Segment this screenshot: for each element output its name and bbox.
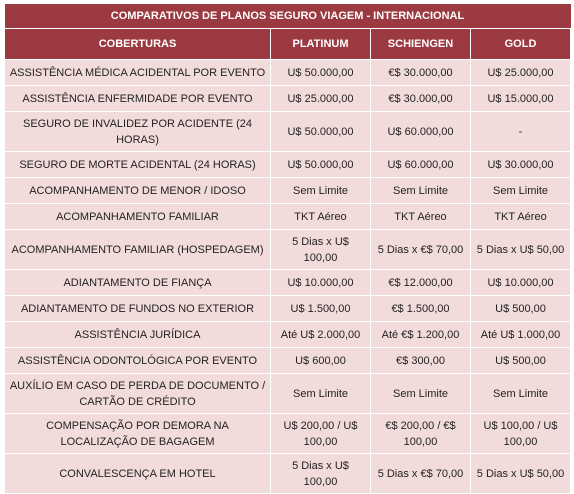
platinum-cell: U$ 50.000,00 [271,152,371,178]
table-row [5,296,571,322]
header-coberturas: COBERTURAS [5,29,271,60]
coverage-cell: SEGURO DE MORTE ACIDENTAL (24 HORAS) [5,152,271,178]
header-platinum: PLATINUM [271,29,371,60]
schiengen-cell: €$ 12.000,00 [371,270,471,296]
table-title: COMPARATIVOS DE PLANOS SEGURO VIAGEM - INTERNACIONAL [5,4,571,29]
gold-cell: Até U$ 1.000,00 [471,322,571,348]
schiengen-cell: Sem Limite [371,374,471,414]
coverage-cell: CONVALESCENÇA EM HOTEL [5,454,271,494]
platinum-cell: U$ 1.500,00 [271,296,371,322]
schiengen-cell: €$ 30.000,00 [371,60,471,86]
schiengen-cell: Até €$ 1.200,00 [371,322,471,348]
platinum-cell: Sem Limite [271,178,371,204]
schiengen-cell: €$ 30.000,00 [371,86,471,112]
coverage-cell: ACOMPANHAMENTO FAMILIAR [5,204,271,230]
header-schiengen: SCHIENGEN [371,29,471,60]
coverage-cell: ASSISTÊNCIA ODONTOLÓGICA POR EVENTO [5,348,271,374]
platinum-cell: U$ 600,00 [271,348,371,374]
table-row [5,112,571,152]
table-header-row [5,29,571,60]
table-row [5,230,571,270]
platinum-cell: U$ 25.000,00 [271,86,371,112]
table-row [5,152,571,178]
table-row [5,204,571,230]
platinum-cell: U$ 200,00 / U$ 100,00 [271,414,371,454]
table-row [5,270,571,296]
schiengen-cell: 5 Dias x €$ 70,00 [371,230,471,270]
platinum-cell: U$ 50.000,00 [271,112,371,152]
gold-cell: U$ 500,00 [471,296,571,322]
table-row [5,374,571,414]
coverage-cell: COMPENSAÇÃO POR DEMORA NA LOCALIZAÇÃO DE BAGAGEM [5,414,271,454]
platinum-cell: 5 Dias x U$ 100,00 [271,454,371,494]
gold-cell: Sem Limite [471,374,571,414]
schiengen-cell: €$ 300,00 [371,348,471,374]
platinum-cell: U$ 10.000,00 [271,270,371,296]
schiengen-cell: U$ 60.000,00 [371,112,471,152]
table-row [5,348,571,374]
gold-cell: U$ 500,00 [471,348,571,374]
coverage-cell: AUXÍLIO EM CASO DE PERDA DE DOCUMENTO / CARTÃO DE CRÉDITO [5,374,271,414]
comparison-table [4,4,571,494]
table-row [5,322,571,348]
gold-cell: U$ 30.000,00 [471,152,571,178]
coverage-cell: ACOMPANHAMENTO FAMILIAR (HOSPEDAGEM) [5,230,271,270]
schiengen-cell: Sem Limite [371,178,471,204]
table-row [5,414,571,454]
coverage-cell: ASSISTÊNCIA ENFERMIDADE POR EVENTO [5,86,271,112]
header-gold: GOLD [471,29,571,60]
comparison-table-container [4,4,570,494]
gold-cell: 5 Dias x U$ 50,00 [471,454,571,494]
platinum-cell: 5 Dias x U$ 100,00 [271,230,371,270]
schiengen-cell: €$ 200,00 / €$ 100,00 [371,414,471,454]
coverage-cell: ASSISTÊNCIA MÉDICA ACIDENTAL POR EVENTO [5,60,271,86]
schiengen-cell: €$ 1.500,00 [371,296,471,322]
coverage-cell: ASSISTÊNCIA JURÍDICA [5,322,271,348]
platinum-cell: U$ 50.000,00 [271,60,371,86]
gold-cell: U$ 15.000,00 [471,86,571,112]
gold-cell: - [471,112,571,152]
table-row [5,454,571,494]
table-title-row [5,4,571,29]
gold-cell: Sem Limite [471,178,571,204]
platinum-cell: Até U$ 2.000,00 [271,322,371,348]
platinum-cell: Sem Limite [271,374,371,414]
schiengen-cell: TKT Aéreo [371,204,471,230]
gold-cell: 5 Dias x U$ 50,00 [471,230,571,270]
gold-cell: U$ 10.000,00 [471,270,571,296]
platinum-cell: TKT Aéreo [271,204,371,230]
table-row [5,60,571,86]
coverage-cell: SEGURO DE INVALIDEZ POR ACIDENTE (24 HORAS) [5,112,271,152]
gold-cell: U$ 25.000,00 [471,60,571,86]
gold-cell: U$ 100,00 / U$ 100,00 [471,414,571,454]
coverage-cell: ACOMPANHAMENTO DE MENOR / IDOSO [5,178,271,204]
table-row [5,86,571,112]
schiengen-cell: 5 Dias x €$ 70,00 [371,454,471,494]
coverage-cell: ADIANTAMENTO DE FIANÇA [5,270,271,296]
coverage-cell: ADIANTAMENTO DE FUNDOS NO EXTERIOR [5,296,271,322]
schiengen-cell: U$ 60.000,00 [371,152,471,178]
table-row [5,178,571,204]
gold-cell: TKT Aéreo [471,204,571,230]
